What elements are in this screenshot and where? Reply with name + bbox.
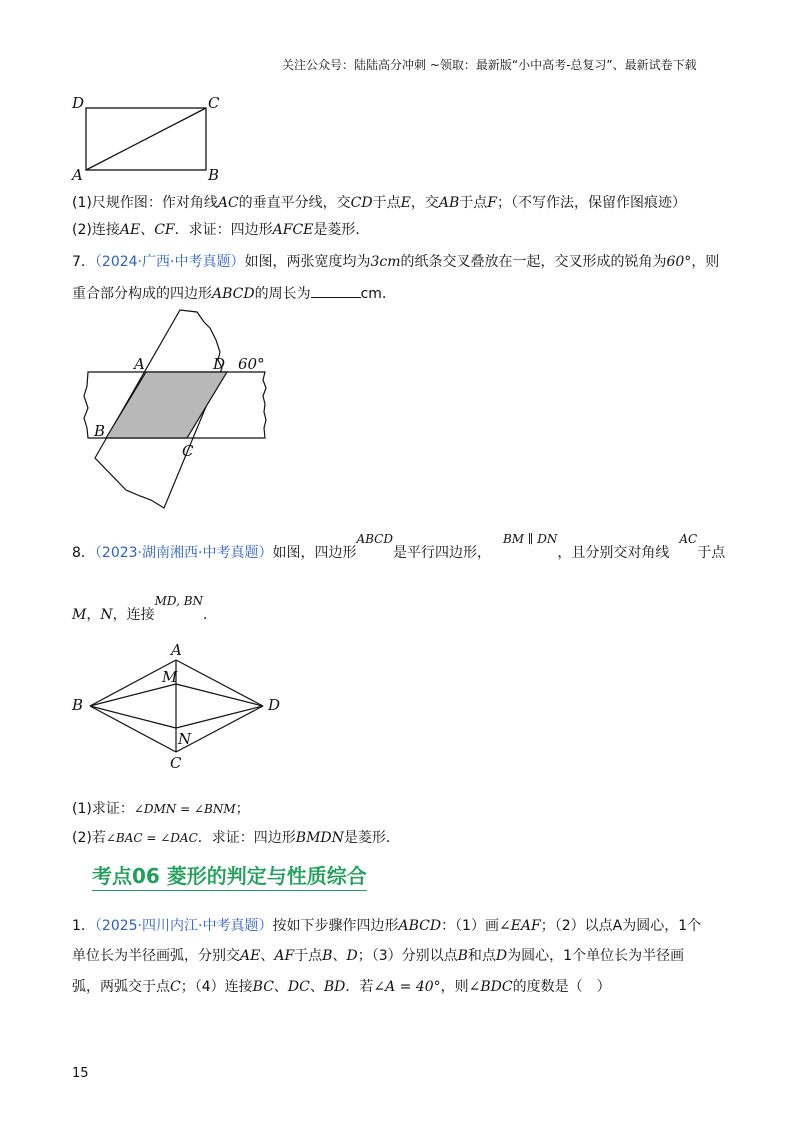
q8-line1: 8．（2023·湖南湘西·中考真题）如图，四边形ABCD是平行四边形，BM ∥ DN，且分别交对角线AC于点 <box>72 532 726 561</box>
label-B: B <box>72 696 84 714</box>
q1-source: （2025·四川内江·中考真题） <box>94 918 273 934</box>
q7-source: （2024·广西·中考真题） <box>94 254 245 270</box>
label-B: B <box>208 166 220 184</box>
label-D: D <box>268 696 281 714</box>
label-M: M <box>162 668 178 686</box>
q7-line2: 重合部分构成的四边形ABCD的周长为 cm． <box>72 286 396 302</box>
figure-rectangle-diagonal <box>60 92 240 182</box>
label-A: A <box>171 641 182 659</box>
label-D: D <box>213 355 226 373</box>
page-header: 关注公众号：陆陆高分冲刺 ~领取：最新版“小中高考-总复习”、最新试卷下载 <box>282 58 697 72</box>
figure-paper-strips <box>70 300 300 510</box>
section-title: 考点06 菱形的判定与性质综合 <box>92 860 367 891</box>
label-D: D <box>72 94 85 112</box>
label-C: C <box>208 94 220 112</box>
label-A: A <box>72 166 83 184</box>
answer-blank <box>311 284 361 298</box>
label-B: B <box>94 422 106 440</box>
page-number: 15 <box>72 1066 89 1081</box>
q8-source: （2023·湖南湘西·中考真题） <box>94 545 273 561</box>
label-A: A <box>134 355 145 373</box>
q8-line2: M，N，连接MD, BN． <box>72 594 218 623</box>
q1-line1: 1．（2025·四川内江·中考真题）按如下步骤作四边形ABCD：（1）画∠EAF；（2）以点A为圆心，1个 <box>72 918 702 934</box>
label-N: N <box>178 730 192 748</box>
q1-line2: 单位长为半径画弧，分别交AE、AF于点B、D；（3）分别以点B和点D为圆心，1个单位长为半径画 <box>72 948 685 964</box>
q6-part2: (2)连接AE、CF．求证：四边形AFCE是菱形． <box>72 222 370 238</box>
label-C: C <box>182 442 194 460</box>
q8-part1: (1)求证：∠DMN = ∠BNM； <box>72 801 250 817</box>
figure-parallelogram-mn <box>68 636 298 776</box>
label-C: C <box>170 754 182 772</box>
q8-part2: (2)若∠BAC = ∠DAC．求证：四边形BMDN是菱形． <box>72 830 400 846</box>
q7-line1: 7．（2024·广西·中考真题）如图，两张宽度均为3cm的纸条交叉叠放在一起，交叉形成的锐角为60°，则 <box>72 254 720 270</box>
q1-line3: 弧，两弧交于点C；（4）连接BC、DC、BD．若∠A = 40°，则∠BDC的度数是（ ） <box>72 979 611 995</box>
q6-part1: (1)尺规作图：作对角线AC的垂直平分线，交CD于点E，交AB于点F；（不写作法，保留作图痕迹） <box>72 195 686 211</box>
label-60deg: 60° <box>238 355 265 373</box>
